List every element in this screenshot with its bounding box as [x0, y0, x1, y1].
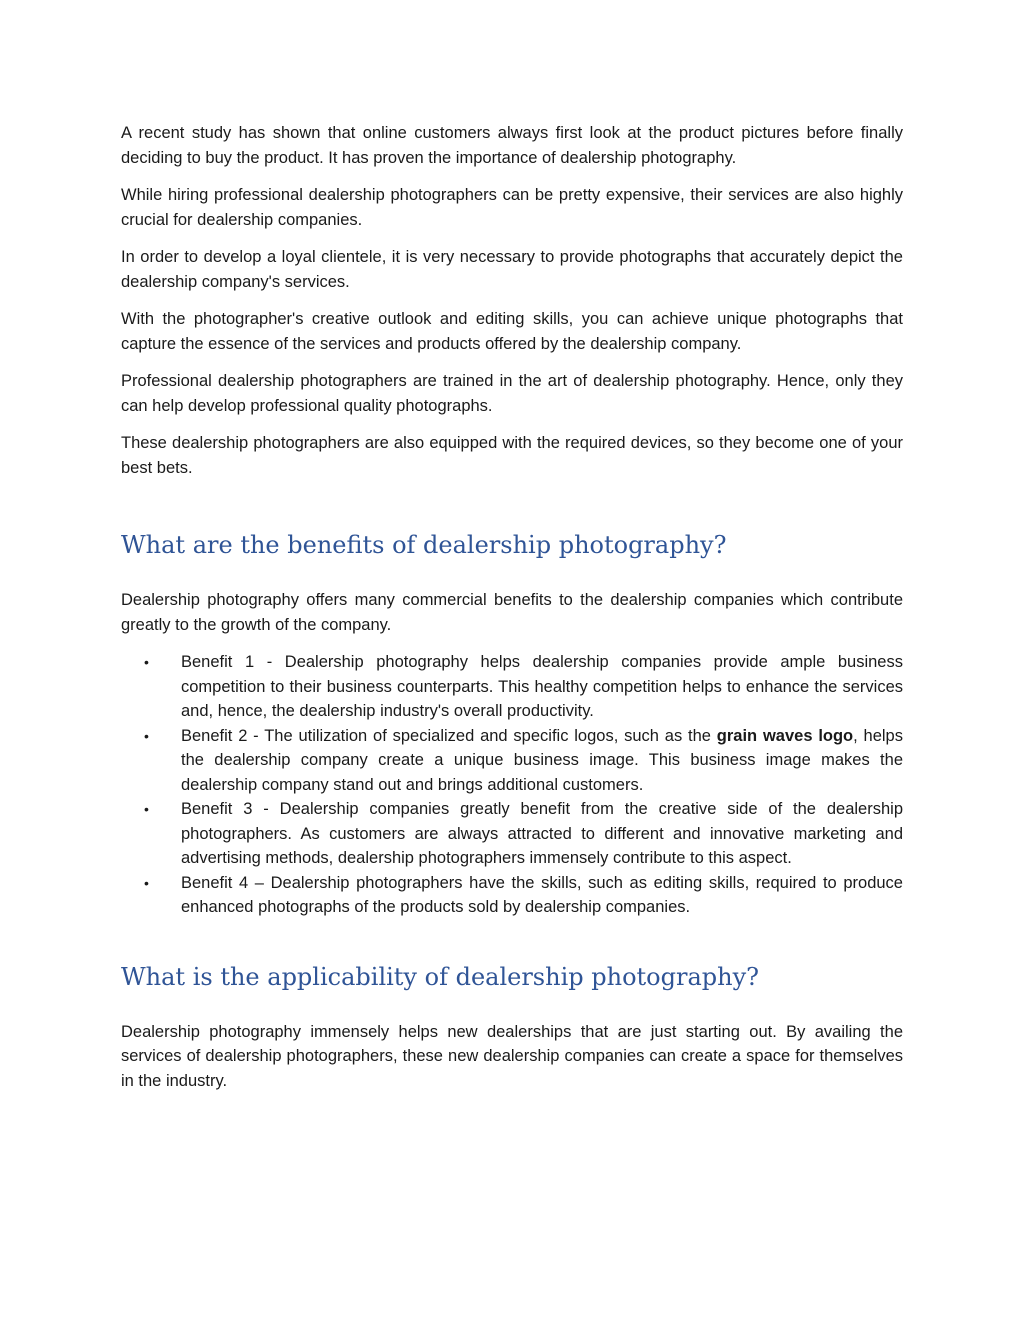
- benefit-2-text-end: , helps the dealership company create a unique business image. This business image makes the dealership company stand out and brings additional customers.: [181, 726, 903, 794]
- list-item-benefit-1: [121, 650, 903, 724]
- list-item-benefit-2: [121, 724, 903, 798]
- benefit-2-text-start: Benefit 2 - The utilization of specialized and specific logos, such as the: [181, 726, 717, 745]
- grain-waves-logo-link-text: grain waves logo: [716, 726, 854, 745]
- intro-paragraph-6: These dealership photographers are also equipped with the required devices, so they become one of your best bets.: [121, 434, 903, 477]
- bullet-icon: •: [144, 654, 149, 670]
- benefit-3-text: Benefit 3 - Dealership companies greatly benefit from the creative side of the dealership photographers. As customers are always attracted to different and innovative marketing and advertising methods, dealership photographers immensely contribute to this aspect.: [181, 800, 903, 867]
- intro-paragraph-3: In order to develop a loyal clientele, it is very necessary to provide photographs that accurately depict the dealership company's services.: [121, 248, 903, 291]
- intro-paragraph-4: With the photographer's creative outlook and editing skills, you can achieve unique photographs that capture the essence of the services and products offered by the dealership company.: [121, 310, 903, 353]
- benefits-list: [121, 650, 903, 920]
- intro-paragraph-1: A recent study has shown that online customers always first look at the product pictures before finally deciding to buy the product. It has proven the importance of dealership photography.: [121, 124, 903, 167]
- benefits-heading: What are the benefits of dealership photography?: [121, 531, 727, 559]
- document-page: [121, 121, 903, 1106]
- bullet-icon: •: [144, 727, 149, 744]
- benefits-intro: Dealership photography offers many commercial benefits to the dealership companies which contribute greatly to the growth of the company.: [121, 591, 903, 634]
- benefit-1-text: Benefit 1 - Dealership photography helps dealership companies provide ample business competition to their business counterparts. This healthy competition helps to enhance the services and, hence, the dealership industry's overall productivity.: [181, 653, 903, 720]
- intro-paragraph-2: While hiring professional dealership photographers can be pretty expensive, their services are also highly crucial for dealership companies.: [121, 186, 903, 229]
- list-item-benefit-4: [121, 871, 903, 920]
- applicability-heading: What is the applicability of dealership photography?: [121, 962, 760, 991]
- benefit-4-text: Benefit 4 – Dealership photographers have the skills, such as editing skills, required to produce enhanced photographs of the products sold by dealership companies.: [181, 873, 903, 916]
- list-item-benefit-3: [121, 797, 903, 871]
- bullet-icon: •: [144, 801, 149, 817]
- applicability-body: Dealership photography immensely helps new dealerships that are just starting out. By availing the services of dealership photographers, these new dealership companies can create a space for themselves in the industry.: [121, 1022, 903, 1090]
- bullet-icon: •: [144, 874, 149, 891]
- intro-paragraph-5: Professional dealership photographers are trained in the art of dealership photography. Hence, only they can help develop professional quality photographs.: [121, 372, 903, 415]
